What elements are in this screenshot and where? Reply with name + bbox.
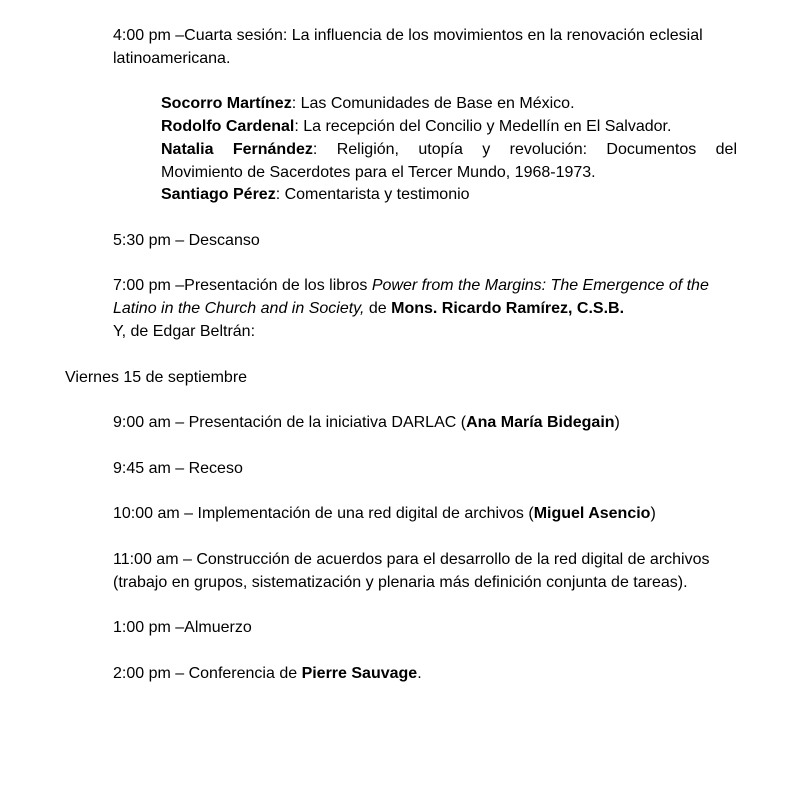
schedule-item-suffix: . bbox=[417, 665, 422, 682]
schedule-item-line2: (trabajo en grupos, sistematización y plenaria más definición conjunta de tareas). bbox=[113, 574, 688, 591]
book-title-continuation: Latino in the Church and in Society, bbox=[113, 300, 365, 317]
presenter-name: Ana María Bidegain bbox=[466, 414, 615, 431]
schedule-item-suffix: ) bbox=[650, 505, 656, 522]
books-line1 bbox=[113, 275, 709, 297]
schedule-item-text: 10:00 am – Implementación de una red digital de archivos ( bbox=[113, 505, 534, 522]
schedule-item-text: 2:00 pm – Conferencia de bbox=[113, 665, 302, 682]
books-line3: Y, de Edgar Beltrán: bbox=[113, 323, 256, 340]
speaker-topic: : Comentarista y testimonio bbox=[275, 186, 470, 203]
day-heading: Viernes 15 de septiembre bbox=[65, 369, 248, 386]
presenter-name: Pierre Sauvage bbox=[301, 665, 418, 682]
books-de: de bbox=[364, 300, 392, 317]
session4-heading-line2: latinoamericana. bbox=[113, 50, 231, 67]
speaker-name: Rodolfo Cardenal bbox=[161, 118, 295, 135]
schedule-item: 1:00 pm –Almuerzo bbox=[113, 619, 252, 636]
books-line2 bbox=[113, 298, 624, 320]
speaker-name: Natalia Fernández bbox=[161, 141, 313, 158]
speaker-name: Santiago Pérez bbox=[161, 186, 276, 203]
speaker-entry bbox=[161, 139, 737, 161]
speaker-topic: : La recepción del Concilio y Medellín en El Salvador. bbox=[294, 118, 672, 135]
schedule-item-text: 9:00 am – Presentación de la iniciativa DARLAC ( bbox=[113, 414, 467, 431]
speaker-topic-continuation: Movimiento de Sacerdotes para el Tercer Mundo, 1968-1973. bbox=[161, 164, 596, 181]
book-author: Mons. Ricardo Ramírez, C.S.B. bbox=[391, 300, 625, 317]
speaker-entry bbox=[161, 184, 470, 206]
speaker-entry bbox=[161, 116, 671, 138]
break-item: 5:30 pm – Descanso bbox=[113, 232, 260, 249]
books-prefix: 7:00 pm –Presentación de los libros bbox=[113, 277, 372, 294]
speaker-topic: : Religión, utopía y revolución: Documentos del bbox=[312, 141, 738, 158]
book-title: Power from the Margins: The Emergence of the bbox=[371, 277, 709, 294]
speaker-topic: : Las Comunidades de Base en México. bbox=[291, 95, 575, 112]
session4-heading-line1: 4:00 pm –Cuarta sesión: La influencia de los movimientos en la renovación eclesial bbox=[113, 27, 703, 44]
presenter-name: Miguel Asencio bbox=[533, 505, 651, 522]
speaker-entry bbox=[161, 93, 575, 115]
schedule-item: 9:45 am – Receso bbox=[113, 460, 243, 477]
schedule-item bbox=[113, 663, 422, 685]
schedule-item bbox=[113, 412, 620, 434]
schedule-item bbox=[113, 503, 656, 525]
speaker-name: Socorro Martínez bbox=[161, 95, 292, 112]
schedule-item-line1: 11:00 am – Construcción de acuerdos para el desarrollo de la red digital de archivos bbox=[113, 551, 710, 568]
schedule-item-suffix: ) bbox=[614, 414, 620, 431]
